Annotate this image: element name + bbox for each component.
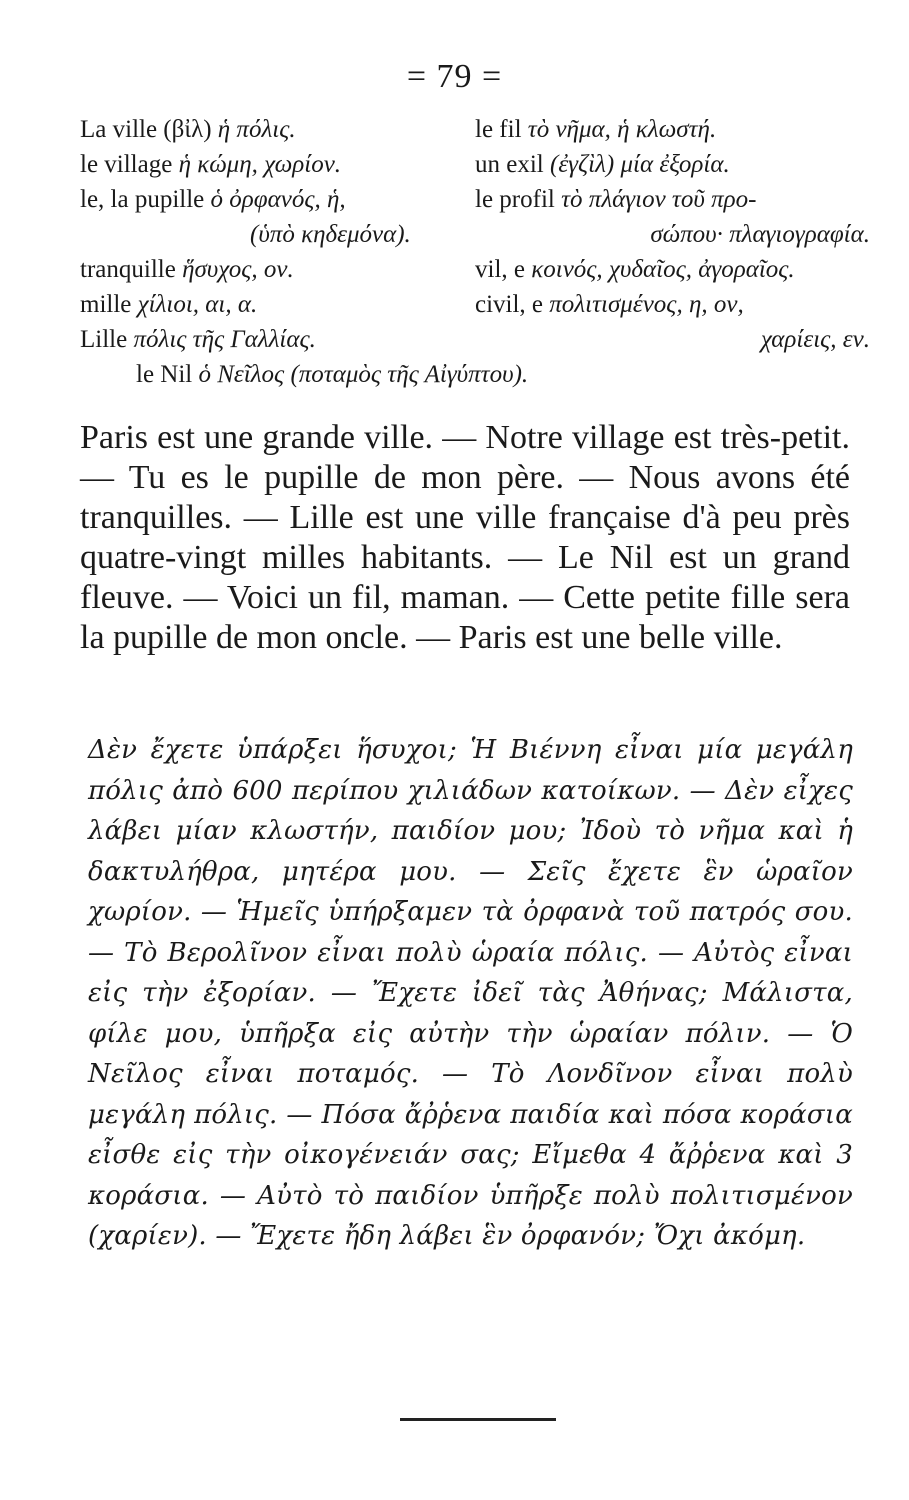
vocabulary-right-column	[475, 112, 870, 357]
page-number: = 79 =	[406, 58, 503, 95]
vocab-greek: ἡ κώμη, χωρίον.	[178, 151, 342, 178]
vocab-entry	[475, 287, 870, 322]
vocab-entry	[80, 182, 460, 217]
vocab-french: vil, e	[475, 256, 532, 283]
vocab-french: tranquille	[80, 256, 183, 283]
vocabulary-list	[80, 112, 870, 392]
vocabulary-columns	[80, 112, 870, 357]
vocab-entry-continuation	[80, 217, 460, 252]
vocab-greek: τὸ πλάγιον τοῦ προ-	[561, 186, 757, 213]
vocab-french: un exil	[475, 151, 550, 178]
vocab-greek: τὸ νῆμα, ἡ κλωστή.	[527, 116, 717, 143]
vocab-greek: πολιτισμένος, η, ον,	[549, 291, 744, 318]
vocab-greek: χίλιοι, αι, α.	[137, 291, 258, 318]
vocab-entry	[80, 112, 460, 147]
greek-exercise-paragraph: Δὲν ἔχετε ὑπάρξει ἥσυχοι; Ἡ Βιέννη εἶναι μία μεγάλη πόλις ἀπὸ 600 περίπου χιλιάδων κατοίκων. — Δὲν εἶχες λάβει μίαν κλωστήν, παιδίον μου; Ἰδοὺ τὸ νῆμα καὶ ἡ δακτυλήθρα, μητέρα μου. — Σεῖς ἔχετε ἓν ὡραῖον χωρίον. — Ἡμεῖς ὑπήρξαμεν τὰ ὀρφανὰ τοῦ πατρός σου. — Τὸ Βερολῖνον εἶναι πολὺ ὡραία πόλις. — Αὐτὸς εἶναι εἰς τὴν ἐξορίαν. — Ἔχετε ἰδεῖ τὰς Ἀθήνας; Μάλιστα, φίλε μου, ὑπῆρξα εἰς αὐτὴν τὴν ὡραίαν πόλιν. — Ὁ Νεῖλος εἶναι ποταμός. — Τὸ Λονδῖνον εἶναι πολὺ μεγάλη πόλις. — Πόσα ἄῤῥενα παιδία καὶ πόσα κοράσια εἶσθε εἰς τὴν οἰκογένειάν σας; Εἴμεθα 4 ἄῤῥενα καὶ 3 κοράσια. — Αὐτὸ τὸ παιδίον ὑπῆρξε πολὺ πολιτισμένον (χαρίεν). — Ἔχετε ἤδη λάβει ἓν ὀρφανόν; Ὄχι ἀκόμη.	[88, 735, 853, 1251]
vocab-french: le village	[80, 151, 179, 178]
vocab-entry	[475, 112, 870, 147]
vocab-greek: ἥσυχος, ον.	[182, 256, 294, 283]
vocab-entry	[80, 322, 460, 357]
vocab-french: civil, e	[475, 291, 550, 318]
vocab-french: le fil	[475, 116, 528, 143]
vocab-french: le, la pupille	[80, 186, 211, 213]
vocab-french: le profil	[475, 186, 562, 213]
french-exercise-paragraph: Paris est une grande ville. — Notre village est très-petit. — Tu es le pupille de mon père. — Nous avons été tranquilles. — Lille est une ville française d'à peu près quatre-vingt milles habitants. — Le Nil est un grand fleuve. — Voici un fil, maman. — Cette petite fille sera la pupille de mon oncle. — Paris est une belle ville.	[80, 419, 850, 656]
vocab-greek: χαρίεις, εν.	[760, 326, 870, 353]
vocab-greek: (ἐγζὶλ) μία ἐξορία.	[550, 151, 730, 178]
vocab-french: mille	[80, 291, 138, 318]
vocab-greek: ὁ ὀρφανός, ἡ,	[210, 186, 346, 213]
vocab-entry	[80, 147, 460, 182]
vocab-entry	[80, 252, 460, 287]
vocabulary-left-column	[80, 112, 460, 357]
vocab-greek: (ὑπὸ κηδεμόνα).	[250, 221, 411, 248]
vocab-entry	[475, 252, 870, 287]
vocab-greek: πόλις τῆς Γαλλίας.	[133, 326, 316, 353]
vocab-greek: ἡ πόλις.	[217, 116, 296, 143]
vocab-entry	[475, 147, 870, 182]
vocab-entry-continuation	[475, 217, 870, 252]
vocab-french: Lille	[80, 326, 134, 353]
vocab-entry-full-width	[80, 357, 870, 392]
vocab-entry-continuation	[475, 322, 870, 357]
section-divider-rule	[400, 1418, 556, 1421]
vocab-french: le Nil	[136, 361, 199, 388]
vocab-entry	[475, 182, 870, 217]
vocab-entry	[80, 287, 460, 322]
vocab-greek: κοινός, χυδαῖος, ἀγοραῖος.	[531, 256, 795, 283]
vocab-french: La ville (βἰλ)	[80, 116, 218, 143]
vocab-greek: σώπου· πλαγιογραφία.	[650, 221, 870, 248]
vocab-greek: ὁ Νεῖλος (ποταμὸς τῆς Αἰγύπτου).	[198, 361, 529, 388]
